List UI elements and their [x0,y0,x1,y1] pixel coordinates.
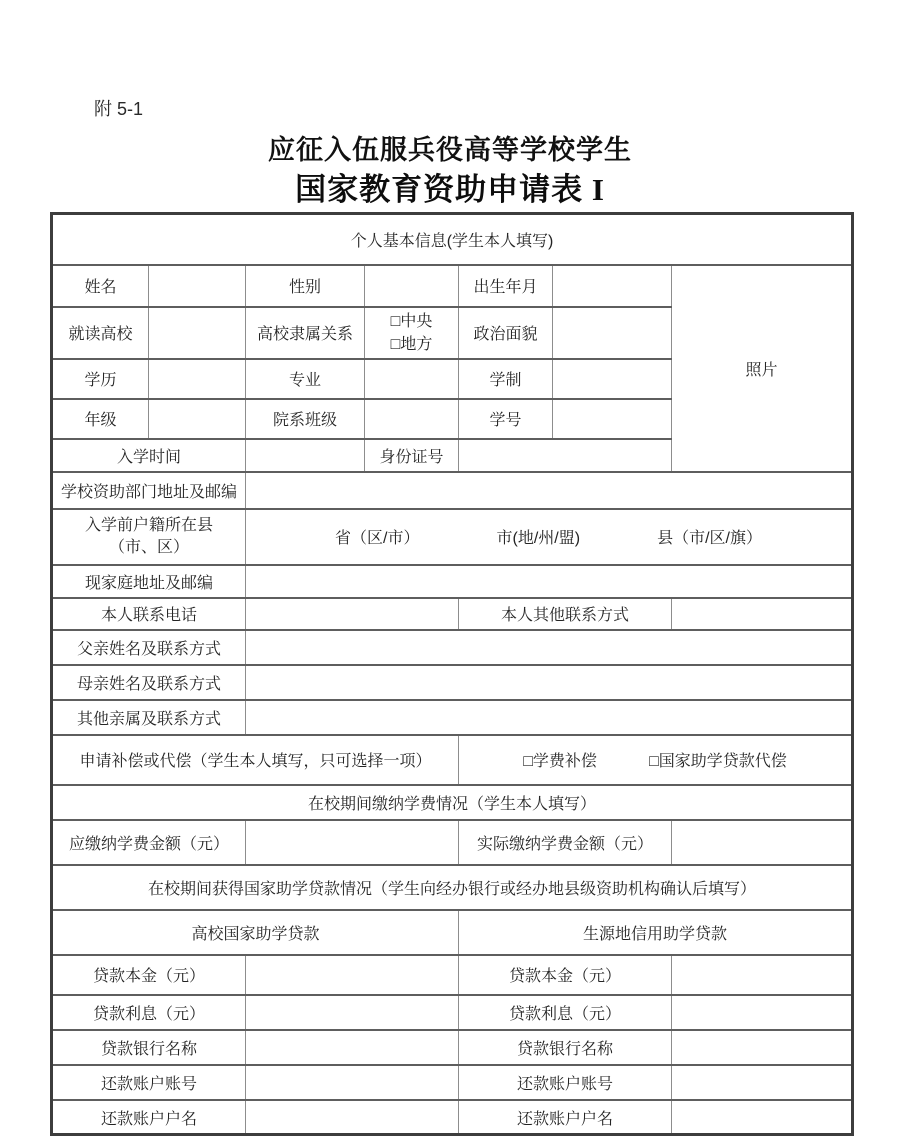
political-status-value-cell [553,307,672,359]
dept-class-label: 院系班级 [246,399,365,439]
id-number-label: 身份证号 [365,439,459,472]
origin-loan-principal-value-cell [672,955,853,995]
campus-repay-account-label: 还款账户账号 [52,1065,246,1100]
origin-repay-name-value-cell [672,1100,853,1135]
apply-type-label: 申请补偿或代偿（学生本人填写，只可选择一项） [52,735,459,785]
campus-loan-bank-label: 贷款银行名称 [52,1030,246,1065]
apply-type-options-cell [459,735,853,785]
student-id-value-cell [553,399,672,439]
birth-date-value-cell [553,265,672,307]
photo-placeholder: 照片 [672,265,853,472]
affiliation-central-checkbox: □中央 [390,312,433,330]
tuition-due-label: 应缴纳学费金额（元） [52,820,246,865]
aid-dept-address-value-cell [246,472,853,509]
birth-date-label: 出生年月 [459,265,553,307]
enroll-date-value-cell [246,439,365,472]
other-contact-label: 本人其他联系方式 [459,598,672,630]
degree-label: 学历 [52,359,149,399]
application-form-table [50,212,854,1136]
other-contact-value-cell [672,598,853,630]
other-relative-label: 其他亲属及联系方式 [52,700,246,735]
campus-loan-bank-value-cell [246,1030,459,1065]
id-number-value-cell [459,439,672,472]
campus-repay-account-value-cell [246,1065,459,1100]
grade-value-cell [149,399,246,439]
section-loan-header: 在校期间获得国家助学贷款情况（学生向经办银行或经办地县级资助机构确认后填写） [52,865,853,910]
home-address-label: 现家庭地址及邮编 [52,565,246,598]
loan-repayment-checkbox: □国家助学贷款代偿 [649,753,787,771]
document-title-line2: 国家教育资助申请表 I [295,172,605,207]
major-label: 专业 [246,359,365,399]
major-value-cell [365,359,459,399]
father-contact-value-cell [246,630,853,665]
name-value-cell [149,265,246,307]
hukou-county-label [52,509,246,565]
tuition-due-value-cell [246,820,459,865]
origin-loan-bank-label: 贷款银行名称 [459,1030,672,1065]
grade-label: 年级 [52,399,149,439]
origin-repay-account-value-cell [672,1065,853,1100]
hukou-county-label-line1: 入学前户籍所在县 [84,517,213,535]
home-address-value-cell [246,565,853,598]
mother-contact-label: 母亲姓名及联系方式 [52,665,246,700]
schooling-years-label: 学制 [459,359,553,399]
name-label: 姓名 [52,265,149,307]
section-personal-info-header: 个人基本信息(学生本人填写) [52,214,853,265]
student-id-label: 学号 [459,399,553,439]
origin-loan-interest-value-cell [672,995,853,1030]
origin-repay-name-label: 还款账户户名 [459,1100,672,1135]
campus-loan-interest-value-cell [246,995,459,1030]
tuition-compensation-checkbox: □学费补偿 [523,753,597,771]
hukou-province-hint: 省（区/市） [335,530,420,548]
aid-dept-address-label: 学校资助部门地址及邮编 [52,472,246,509]
political-status-label: 政治面貌 [459,307,553,359]
schooling-years-value-cell [553,359,672,399]
campus-loan-principal-value-cell [246,955,459,995]
enroll-date-label: 入学时间 [52,439,246,472]
campus-repay-name-value-cell [246,1100,459,1135]
phone-label: 本人联系电话 [52,598,246,630]
attachment-label: 附 5-1 [94,99,144,119]
origin-loan-header: 生源地信用助学贷款 [459,910,853,955]
tuition-paid-label: 实际缴纳学费金额（元） [459,820,672,865]
affiliation-label: 高校隶属关系 [246,307,365,359]
gender-value-cell [365,265,459,307]
tuition-paid-value-cell [672,820,853,865]
campus-repay-name-label: 还款账户户名 [52,1100,246,1135]
affiliation-local-checkbox: □地方 [390,335,433,353]
origin-loan-principal-label: 贷款本金（元） [459,955,672,995]
hukou-city-hint: 市(地/州/盟) [496,530,581,548]
document-title-line1: 应征入伍服兵役高等学校学生 [268,135,632,165]
hukou-county-hint: 县（市/区/旗） [657,530,763,548]
father-contact-label: 父亲姓名及联系方式 [52,630,246,665]
gender-label: 性别 [246,265,365,307]
degree-value-cell [149,359,246,399]
origin-loan-bank-value-cell [672,1030,853,1065]
affiliation-options-stack [391,310,433,356]
university-value-cell [149,307,246,359]
origin-repay-account-label: 还款账户账号 [459,1065,672,1100]
section-tuition-header: 在校期间缴纳学费情况（学生本人填写） [52,785,853,820]
hukou-value-parts [258,525,839,548]
campus-loan-interest-label: 贷款利息（元） [52,995,246,1030]
hukou-county-label-line2: （市、区） [108,538,189,556]
affiliation-options-cell [365,307,459,359]
apply-type-options [471,748,839,771]
other-relative-value-cell [246,700,853,735]
campus-loan-header: 高校国家助学贷款 [52,910,459,955]
mother-contact-value-cell [246,665,853,700]
university-label: 就读高校 [52,307,149,359]
campus-loan-principal-label: 贷款本金（元） [52,955,246,995]
hukou-value-cell [246,509,853,565]
origin-loan-interest-label: 贷款利息（元） [459,995,672,1030]
phone-value-cell [246,598,459,630]
dept-class-value-cell [365,399,459,439]
